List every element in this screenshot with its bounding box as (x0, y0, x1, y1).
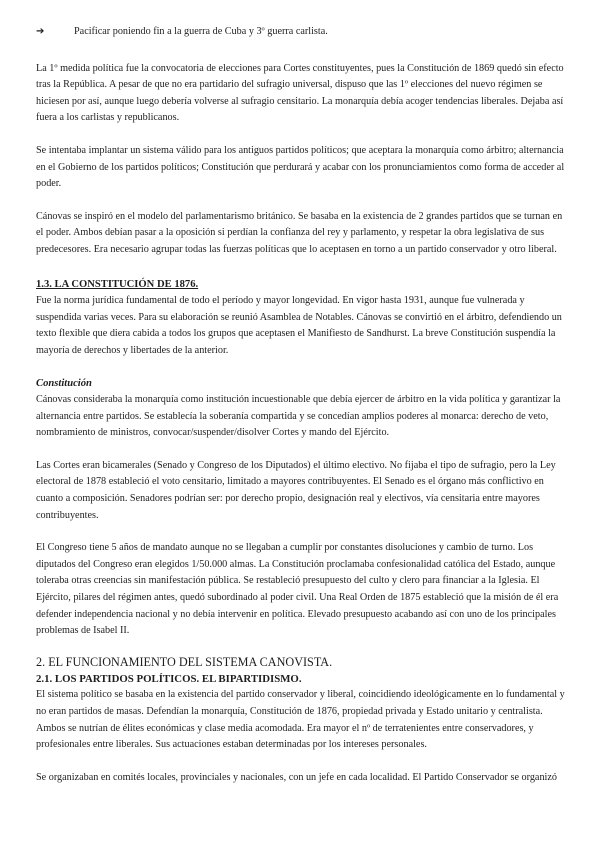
paragraph-first-elections: La 1º medida política fue la convocatoria de elecciones para Cortes constituyentes, pues la Constitución de 1869 quedó sin efecto tras la República. A pesar de que no era partidario del sufragio universal, dispuso que las 1º elecciones del nuevo régimen se hiciesen por así, aunque luego debería volverse al sufragio censitario. La monarquía debía acoger tendencias liberales. Dejaba así fuera a los carlistas y republicanos. (36, 62, 564, 124)
document-page (36, 24, 568, 786)
paragraph-party-system: Se intentaba implantar un sistema válido para los antiguos partidos políticos; que aceptara la monarquía como árbitro; alternancia en el Gobierno de los partidos políticos; Constitución que perdurará y acabar con los pronunciamientos como forma de acceder al poder. (36, 144, 565, 190)
bullet-text: Pacificar poniendo fin a la guerra de Cuba y 3º guerra carlista. (74, 26, 328, 37)
arrow-right-icon: ➔ (36, 26, 45, 37)
paragraph-constitution-1876: Fue la norma jurídica fundamental de todo el período y mayor longevidad. En vigor hasta 1931, aunque fue vulnerada y suspendida varias veces. Para su elaboración se reunió Asamblea de Notables. Cánovas se convirtió en el árbitro, defendiendo un texto flexible que diera cabida a todos los grupos que aceptasen el Manifiesto de Sandhurst. La breve Constitución suspendía la mayoría de derechos y libertades de la anterior. (36, 295, 562, 356)
paragraph-organizacion: Se organizaban en comités locales, provinciales y nacionales, con un jefe en cada localidad. El Partido Conservador se organizó (36, 771, 557, 783)
paragraph-british-model: Cánovas se inspiró en el modelo del parlamentarismo británico. Se basaba en la existencia de 2 grandes partidos que se turnan en el poder. Ambos debían pasar a la oposición si perdían la confianza del rey y parlamento, y respetar la obra legislativa de sus predecesores. Era necesario agrupar todas las fuerzas políticas que lo aceptasen en torno a un partido conservador y otro liberal. (36, 210, 563, 255)
paragraph-monarchy: Cánovas consideraba la monarquía como institución incuestionable que debía ejercer de árbitro en la vida política y garantizar la alternancia entre partidos. Se establecía la soberanía compartida y se concedían amplios poderes al monarca: derecho de veto, nombramiento de ministros, convocar/suspender/disolver Cortes y mando del Ejército. (36, 394, 561, 439)
heading-partidos: 2.1. LOS PARTIDOS POLÍTICOS. EL BIPARTIDISMO. (36, 672, 302, 685)
heading-constitucion: Constitución (36, 377, 92, 389)
paragraph-sistema-politico: El sistema político se basaba en la existencia del partido conservador y liberal, coincidiendo ideológicamente en lo fundamental y no eran partidos de masas. Defendían la monarquía, Constitución de 1876, propiedad privada y Estado unitario y centralista. Ambos se nutrían de élites económicas y clase media acomodada. Era mayor el nº de terratenientes entre conservadores, y profesionales entre liberales. Sus actuaciones estaban determinadas por los intereses personales. (36, 689, 565, 751)
paragraph-congreso: El Congreso tiene 5 años de mandato aunque no se llegaban a cumplir por constantes disoluciones y cambio de turno. Los diputados del Congreso eran elegidos 1/50.000 almas. La Constitución proclamaba confesionalidad católica del Estado, aunque toleraba otras creencias sin manifestación pública. Se restableció presupuesto del culto y clero para financiar a la Iglesia. El Ejército, pilares del régimen antes, quedó subordinado al poder civil. Una Real Orden de 1875 estableció que la misión de él era defender independencia nacional y no debía intervenir en política. Elevado presupuesto acabando así con uno de los principales problemas de Isabel II. (36, 542, 559, 637)
paragraph-cortes: Las Cortes eran bicamerales (Senado y Congreso de los Diputados) el último electivo. No fijaba el tipo de sufragio, pero la Ley electoral de 1878 estableció el voto censitario, limitado a mayores contribuyentes. El Senado es el órgano más conflictivo en cuanto a composición. Senadores podrían ser: por derecho propio, designación real y electivos, vía censitaria entre mayores contribuyentes. (36, 459, 556, 521)
bullet-item (36, 24, 568, 41)
heading-constitution-1876: 1.3. LA CONSTITUCIÓN DE 1876. (36, 278, 199, 290)
heading-funcionamiento: 2. EL FUNCIONAMIENTO DEL SISTEMA CANOVISTA. (36, 654, 333, 669)
